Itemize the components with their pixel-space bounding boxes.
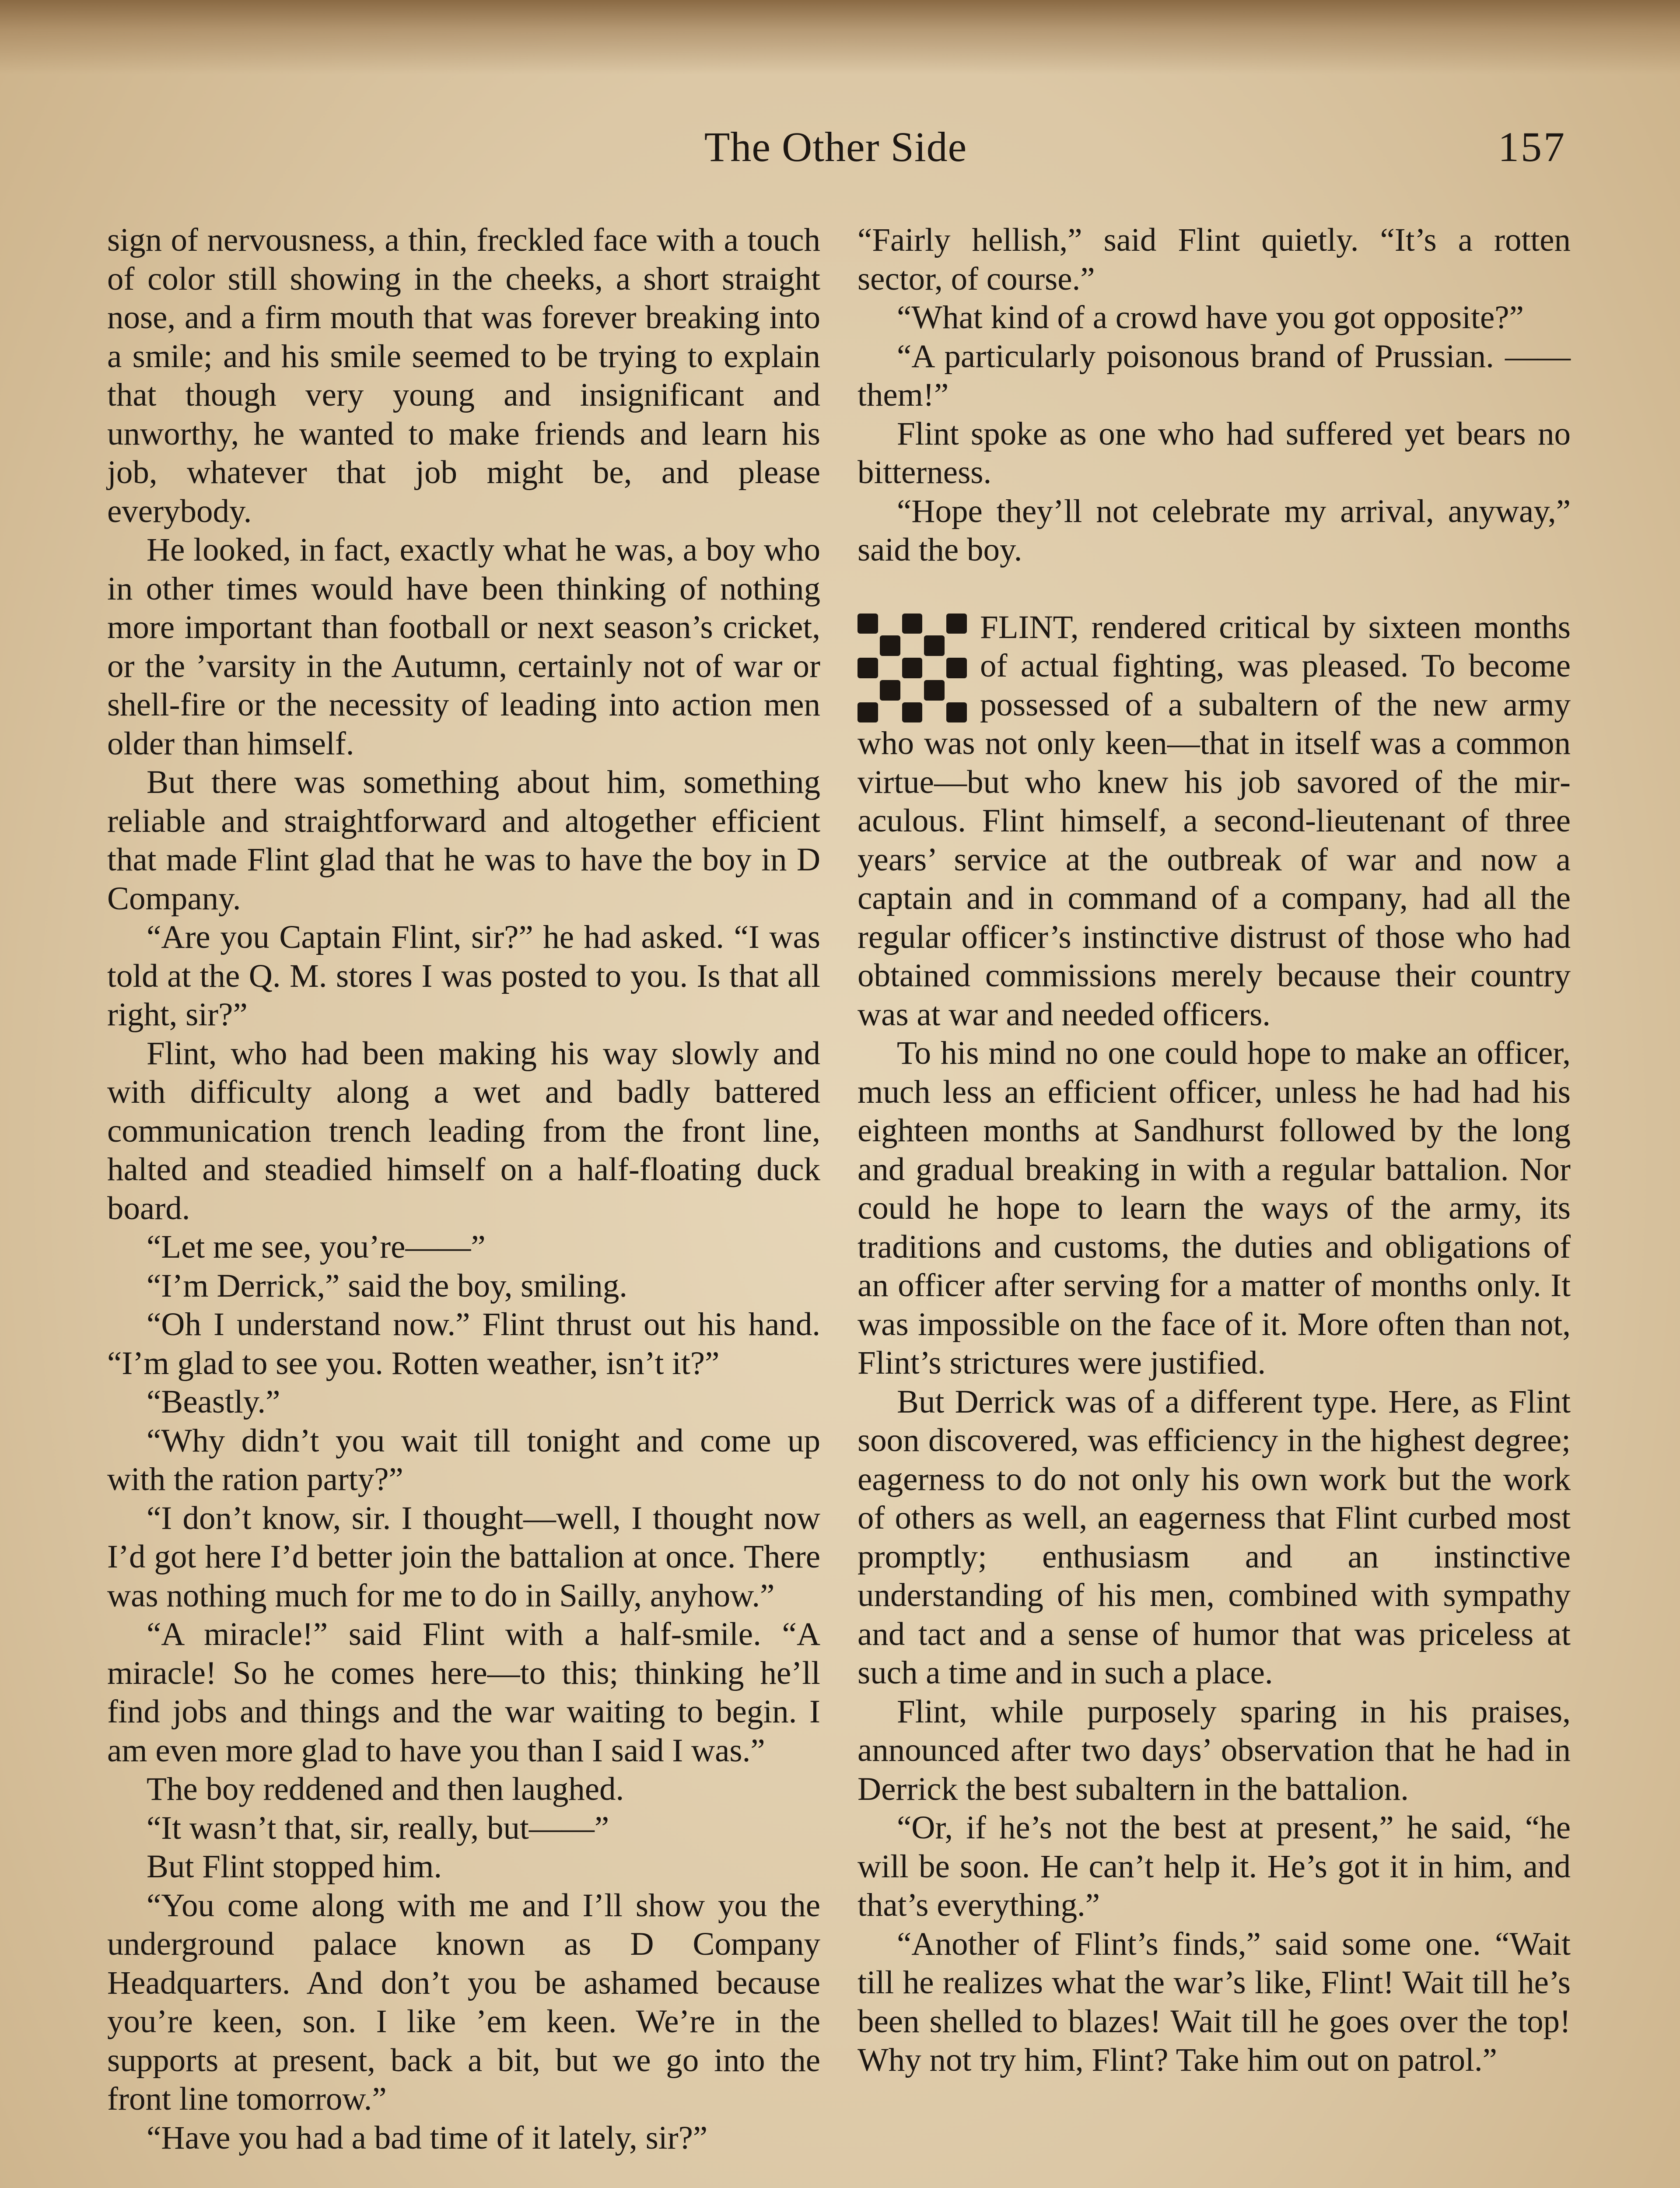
page-number: 157 — [1498, 123, 1566, 170]
paragraph: The boy reddened and then laughed. — [147, 1771, 624, 1807]
paragraph: “I don’t know, sir. I thought—well, I thought now I’d got here I’d better join the battalion at once. There was nothing much for me to do in Sailly, anyhow.” — [107, 1500, 820, 1614]
paragraph: “It wasn’t that, sir, really, but——” — [147, 1809, 609, 1846]
paragraph: But Flint stopped him. — [147, 1848, 442, 1885]
paragraph: “Fairly hellish,” said Flint quietly. “It’s a rotten sector, of course.” — [858, 222, 1571, 297]
paragraph: “What kind of a crowd have you got opposite?” — [897, 299, 1524, 336]
checkered-ornament-icon — [858, 614, 967, 723]
paragraph: Flint, while purposely sparing in his praises, announced after two days’ observation that he had in Derrick the best subaltern in the battalion. — [858, 1693, 1571, 1807]
paragraph: Flint spoke as one who had suffered yet bears no bitterness. — [858, 415, 1571, 491]
paragraph: “Have you had a bad time of it lately, sir?” — [147, 2119, 708, 2156]
paragraph: FLINT, rendered critical by sixteen months of actual fighting, was pleased. To become possessed of a subaltern of the new army who was not only keen—that in itself was a common virtue—but who knew his job savored of the miraculous. Flint himself, a second-lieutenant of three years’ service at the outbreak of war and now a captain and in command of a company, had all the regular officer’s instinctive distrust of those who had obtained commissions merely because their country was at war and needed officers. — [858, 609, 1571, 1033]
paragraph: “Another of Flint’s finds,” said some one. “Wait till he realizes what the war’s like, Flint! Wait till he’s been shelled to blazes! Wait till he goes over the top! Why not try him, Flint? Take him out on patrol.” — [858, 1925, 1571, 2078]
section-break — [858, 570, 1571, 608]
paragraph: He looked, in fact, exactly what he was, a boy who in other times would have been thinking of nothing more important than football or next season’s cricket, or the ’varsity in the Autumn, certainly not of war or shell-fire or the necessity of leading into action men older than himself. — [107, 532, 820, 762]
paragraph: “Or, if he’s not the best at present,” he said, “he will be soon. He can’t help it. He’s got it in him, and that’s everything.” — [858, 1809, 1571, 1923]
page-edge-stain — [0, 0, 1680, 74]
paragraph: “Let me see, you’re——” — [147, 1229, 486, 1265]
paragraph: “A particularly poisonous brand of Prussian. —— them!” — [858, 338, 1571, 413]
paragraph: “Why didn’t you wait till tonight and come up with the ration party?” — [107, 1422, 820, 1497]
paragraph: sign of nervousness, a thin, freckled face with a touch of color still showing in the cheeks, a short straight nose, and a firm mouth that was forever breaking into a smile; and his smile seemed to be trying to explain that though very young and insignificant and unworthy, he wanted to make friends and learn his job, whatever that job might be, and please everybody. — [107, 222, 820, 529]
paragraph: But there was something about him, something reliable and straightforward and altogether efficient that made Flint glad that he was to have the boy in D Company. — [107, 764, 820, 917]
left-column — [107, 221, 820, 2157]
paragraph: “I’m Derrick,” said the boy, smiling. — [147, 1267, 627, 1304]
right-column — [858, 221, 1571, 2080]
paragraph: “A miracle!” said Flint with a half-smile. “A miracle! So he comes here—to this; thinking he’ll find jobs and things and the war waiting to begin. I am even more glad to have you than I said I was.” — [107, 1616, 820, 1769]
paragraph: “Beastly.” — [147, 1384, 280, 1420]
paragraph: “Hope they’ll not celebrate my arrival, anyway,” said the boy. — [858, 493, 1571, 568]
paragraph: But Derrick was of a different type. Here, as Flint soon discovered, was efficiency in the highest degree; eagerness to do not only his own work but the work of others as well, an eagerness that Flint curbed most promptly; enthusiasm and an instinctive understanding of his men, combined with sympathy and tact and a sense of humor that was priceless at such a time and in such a place. — [858, 1383, 1571, 1691]
page-header — [105, 123, 1566, 179]
paragraph: “You come along with me and I’ll show you the underground palace known as D Company Headquarters. And don’t you be ashamed because you’re keen, son. I like ’em keen. We’re in the supports at present, back a bit, but we go into the front line tomorrow.” — [107, 1887, 820, 2117]
paragraph: “Are you Captain Flint, sir?” he had asked. “I was told at the Q. M. stores I was posted to you. Is that all right, sir?” — [107, 919, 820, 1033]
running-title: The Other Side — [704, 123, 967, 170]
paragraph: “Oh I understand now.” Flint thrust out his hand. “I’m glad to see you. Rotten weather, isn’t it?” — [107, 1306, 820, 1382]
paragraph: To his mind no one could hope to make an officer, much less an efficient officer, unless he had had his eighteen months at Sandhurst followed by the long and gradual breaking in with a regular battalion. Nor could he hope to learn the ways of the army, its traditions and customs, the duties and obligations of an officer after serving for a matter of months only. It was impossible on the face of it. More often than not, Flint’s strictures were justified. — [858, 1035, 1571, 1381]
paragraph: Flint, who had been making his way slowly and with difficulty along a wet and badly battered communication trench leading from the front line, halted and steadied himself on a half-floating duck board. — [107, 1035, 820, 1227]
